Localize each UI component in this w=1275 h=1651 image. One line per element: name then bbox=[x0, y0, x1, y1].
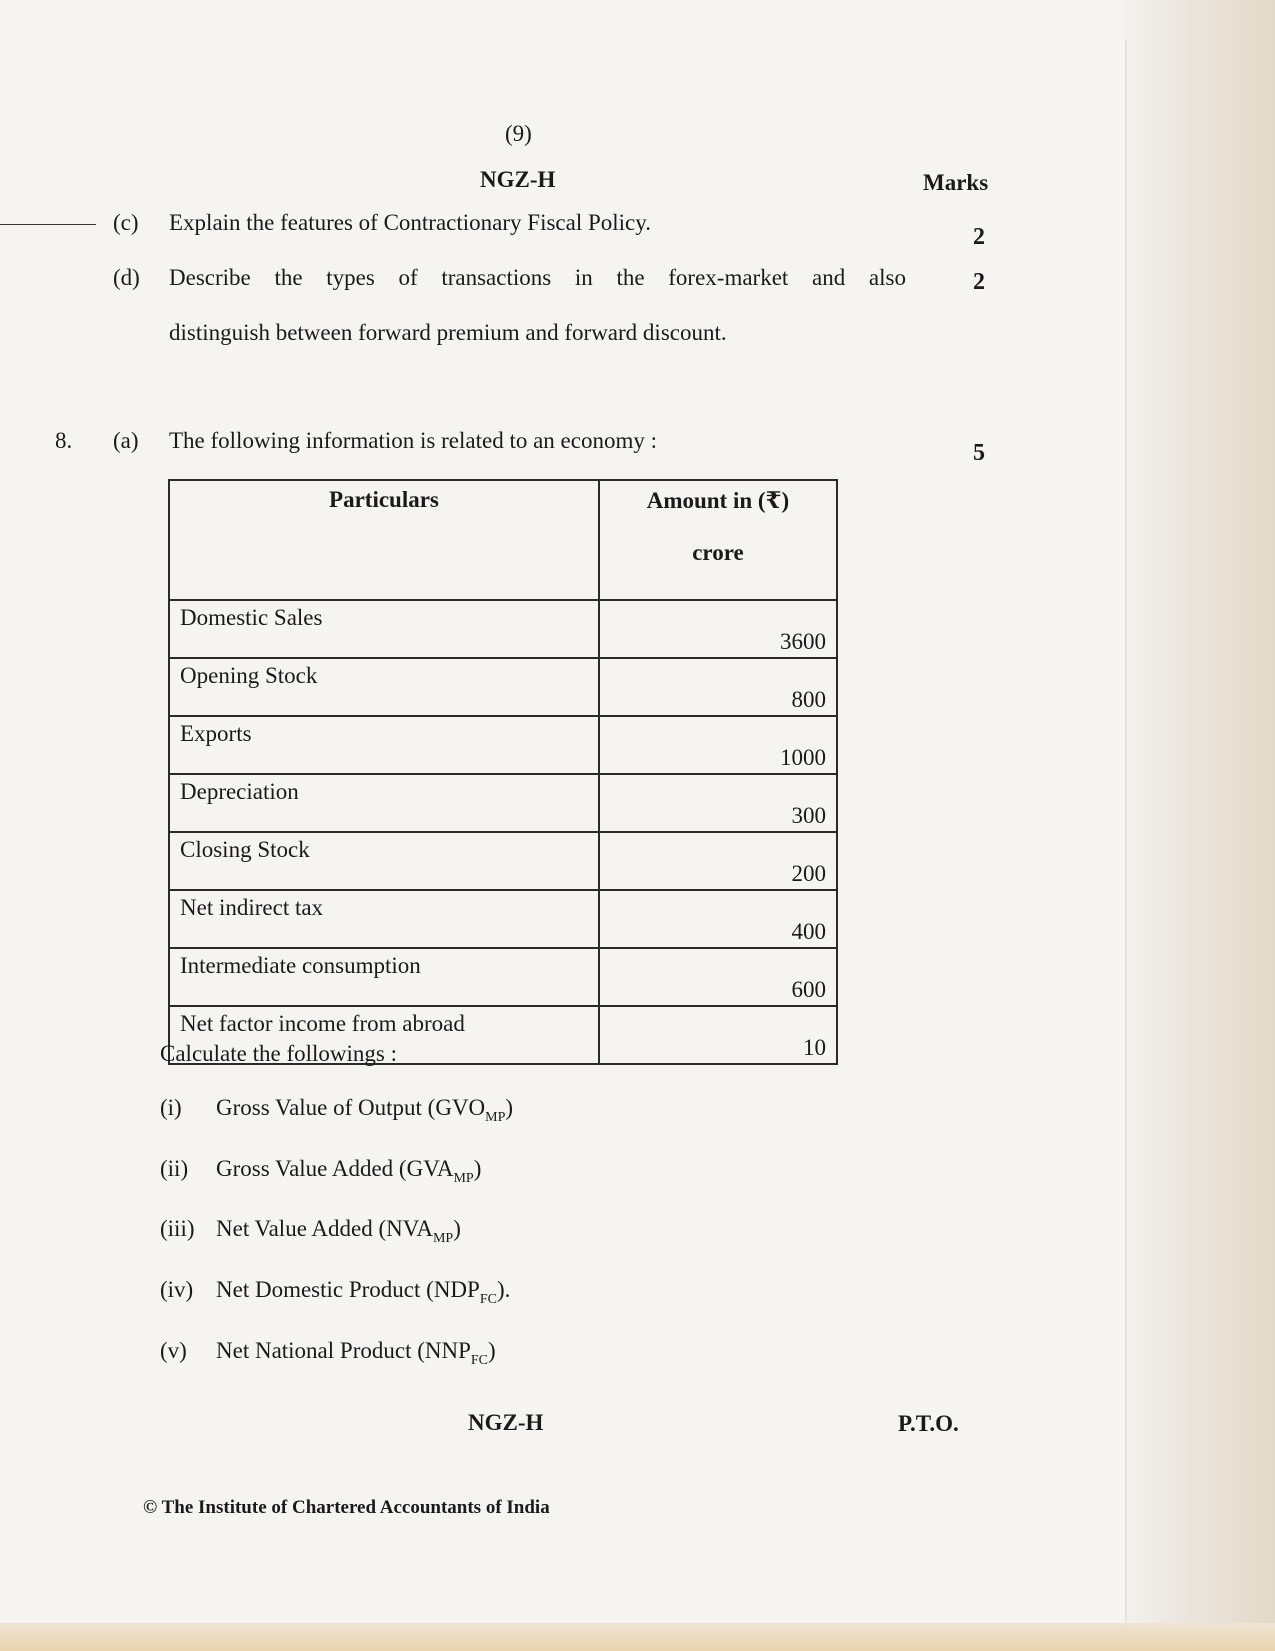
row-amount: 400 bbox=[599, 890, 837, 948]
q7c-marks: 2 bbox=[973, 224, 985, 250]
item-text: Gross Value of Output (GVO bbox=[216, 1095, 486, 1120]
item-close: ). bbox=[496, 1277, 511, 1302]
item-text: Net Domestic Product (NDP bbox=[216, 1277, 480, 1302]
item-subscript: FC bbox=[470, 1353, 489, 1368]
q8a-intro: The following information is related to an economy : bbox=[169, 428, 657, 453]
q7d-word: Describe bbox=[169, 265, 251, 290]
list-item bbox=[160, 1277, 510, 1308]
row-amount: 1000 bbox=[599, 716, 837, 774]
marks-heading: Marks bbox=[923, 170, 989, 195]
q7d-word: types bbox=[326, 265, 375, 290]
list-item bbox=[160, 1156, 481, 1187]
item-close: ) bbox=[488, 1338, 496, 1363]
paper-code-footer: NGZ-H bbox=[468, 1410, 544, 1435]
table-header-row bbox=[169, 480, 837, 600]
row-particular: Depreciation bbox=[169, 774, 599, 832]
row-particular: Domestic Sales bbox=[169, 600, 599, 658]
q7d-line1 bbox=[169, 264, 906, 291]
item-number: (iii) bbox=[160, 1216, 195, 1241]
q7d-label: (d) bbox=[113, 265, 140, 290]
q7d-word: in bbox=[574, 265, 593, 290]
item-subscript: MP bbox=[432, 1231, 454, 1246]
margin-mark-line bbox=[0, 224, 96, 225]
q7c-label: (c) bbox=[113, 210, 139, 235]
q7d-word: the bbox=[274, 265, 303, 290]
economy-data-table bbox=[168, 479, 838, 1065]
q7c-text: Explain the features of Contractionary Fiscal Policy. bbox=[169, 210, 652, 235]
row-amount: 200 bbox=[599, 832, 837, 890]
row-amount: 600 bbox=[599, 948, 837, 1006]
table-row bbox=[169, 948, 837, 1006]
page-edge bbox=[1125, 40, 1127, 1630]
list-item bbox=[160, 1216, 461, 1247]
item-number: (i) bbox=[160, 1095, 182, 1120]
row-amount: 300 bbox=[599, 774, 837, 832]
item-text: Net Value Added (NVA bbox=[216, 1216, 433, 1241]
q8a-marks: 5 bbox=[973, 440, 985, 466]
q7d-word: and bbox=[812, 265, 846, 290]
list-item bbox=[160, 1338, 496, 1369]
row-particular: Intermediate consumption bbox=[169, 948, 599, 1006]
row-particular: Net indirect tax bbox=[169, 890, 599, 948]
row-particular: Closing Stock bbox=[169, 832, 599, 890]
table-row bbox=[169, 716, 837, 774]
q7d-word: also bbox=[868, 265, 906, 290]
copyright-notice: © The Institute of Chartered Accountants of India bbox=[143, 1497, 550, 1518]
amount-header-line1: Amount in (₹) bbox=[646, 488, 790, 513]
item-close: ) bbox=[473, 1156, 482, 1181]
row-particular: Opening Stock bbox=[169, 658, 599, 716]
item-text: Net National Product (NNP bbox=[216, 1338, 471, 1363]
item-number: (v) bbox=[160, 1338, 187, 1363]
table-row bbox=[169, 774, 837, 832]
pto-label: P.T.O. bbox=[898, 1411, 959, 1436]
page-number: (9) bbox=[505, 121, 532, 146]
item-close: ) bbox=[453, 1216, 461, 1241]
row-amount: 3600 bbox=[599, 600, 837, 658]
q7d-word: of bbox=[398, 265, 418, 290]
item-subscript: FC bbox=[479, 1292, 497, 1307]
table-row bbox=[169, 600, 837, 658]
item-text: Gross Value Added (GVA bbox=[216, 1156, 454, 1181]
table-row bbox=[169, 658, 837, 716]
amount-header bbox=[599, 480, 837, 600]
paper-code-header: NGZ-H bbox=[480, 167, 556, 192]
particulars-header: Particulars bbox=[169, 480, 599, 600]
table-row bbox=[169, 832, 837, 890]
scan-shadow-right bbox=[1125, 0, 1275, 1651]
scan-shadow-bottom bbox=[0, 1623, 1275, 1651]
row-amount: 800 bbox=[599, 658, 837, 716]
q8a-label: (a) bbox=[113, 428, 139, 453]
list-item bbox=[160, 1095, 513, 1126]
calc-intro: Calculate the followings : bbox=[160, 1041, 397, 1066]
row-particular: Net factor income from abroad bbox=[169, 1006, 599, 1064]
q7d-word: forex-market bbox=[668, 265, 789, 290]
item-subscript: MP bbox=[485, 1110, 506, 1125]
q8-number: 8. bbox=[55, 428, 73, 453]
row-amount: 10 bbox=[599, 1006, 837, 1064]
item-subscript: MP bbox=[453, 1171, 474, 1186]
item-close: ) bbox=[505, 1095, 514, 1120]
q7d-line2: distinguish between forward premium and forward discount. bbox=[169, 320, 727, 345]
row-particular: Exports bbox=[169, 716, 599, 774]
item-number: (ii) bbox=[160, 1156, 189, 1181]
q7d-marks: 2 bbox=[973, 269, 985, 295]
item-number: (iv) bbox=[160, 1277, 194, 1302]
amount-header-line2: crore bbox=[692, 540, 744, 565]
table-row bbox=[169, 890, 837, 948]
q7d-word: transactions bbox=[441, 265, 552, 290]
q7d-word: the bbox=[616, 265, 645, 290]
